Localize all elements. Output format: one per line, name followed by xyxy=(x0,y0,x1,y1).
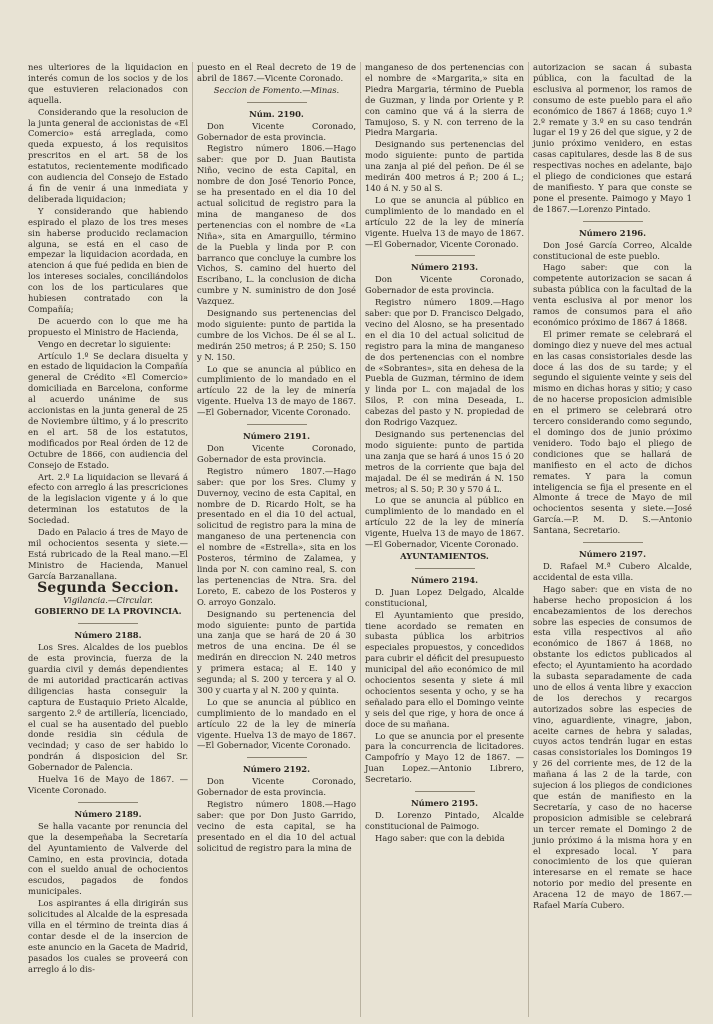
section-heading: Número 2196. xyxy=(578,227,647,238)
paragraph: Lo que se anuncia al público en cumplimiento de lo mandado en el artículo 22 de la ley de minería vigente. Huelva 13 de mayo de 1867.—El Gobernador, Vicente Coronado. xyxy=(365,194,524,249)
section-title: Segunda Seccion. xyxy=(37,579,179,596)
paragraph: Don Vicente Coronado, Gobernador de esta provincia. xyxy=(197,120,356,142)
paragraph: Don Vicente Coronado, Gobernador de esta provincia. xyxy=(197,443,356,464)
column-3 xyxy=(360,62,528,1017)
section-heading: GOBIERNO DE LA PROVINCIA. xyxy=(34,606,182,617)
section-heading: Núm. 2190. xyxy=(249,108,304,119)
section-heading: Número 2195. xyxy=(410,798,479,809)
paragraph: Hago saber: que con la debida xyxy=(375,832,505,843)
paragraph: D. Rafael M.ª Cubero Alcalde, accidental de esta villa. xyxy=(533,560,692,582)
column-2 xyxy=(192,62,360,1017)
paragraph: Hago saber: que en vista de no haberse hecho proposicion á los encabezamientos de los derechos sobre las especies de consumos de esta villa respectivos al año económico de 1867 á 1868, no obstante los edictos publicados al efecto; el Ayuntamiento ha acordado la subasta separadamente de cada uno de ellos á venta libre y exaccion de los derechos y recargos autorizados sobre las especies de vino, aguardiente, vinagre, jabon, aceite carnes de hebra y saladas, cuyos actos tendrán lugar en estas casas consistoriales los Domingos 19 y 26 del corriente mes, de 12 de la mañana á las 2 de la tarde, con sujecion á los pliegos de condiciones que están de manifiesto en la Secretaría, y caso de no hacerse proposicion admisible se celebrará un tercer remate el Domingo 2 de junio próximo á la misma hora y en el expresado local. Y para conocimiento de los que quieran interesarse en el remate se hace notorio por medio del presente en Aracena 12 de mayo de 1867.—Rafael María Cubero. xyxy=(533,583,692,911)
section-heading: Número 2197. xyxy=(578,549,647,560)
paragraph: Designando sus pertenencias del modo siguiente: punto de partida una zanja al pié del peñon. De él se medirán 400 metros á P.; 200 á L.; 140 á N. y 50 al S. xyxy=(365,139,524,193)
divider xyxy=(415,568,475,569)
column-4 xyxy=(528,62,696,1017)
divider xyxy=(247,102,307,103)
section-heading: Número 2194. xyxy=(410,574,479,585)
paragraph: Y considerando que habiendo espirado el plazo de los tres meses sin haberse producido reclamacion alguna, se está en el caso de empezar la liquidacion acordada, en atencion á que fué pedida en bien de los intereses sociales, conciliándolos con los de los particulares que hubiesen contratado con la Compañía; xyxy=(28,205,188,314)
section-heading: Número 2189. xyxy=(74,808,142,819)
paragraph: Artículo 1.º Se declara disuelta y en estado de liquidacion la Compañía general de Crédito «El Comercio» domiciliada en Barcelona, conforme al acuerdo unánime de sus accionistas en la junta general de 25 de Noviembre último, y á lo prescrito en el art. 58 de los estatutos, modificados por Real órden de 12 de Octubre de 1866, con audiencia del Consejo de Estado. xyxy=(28,350,188,470)
column-1 xyxy=(24,62,192,1017)
paragraph: Los aspirantes á ella dirigirán sus solicitudes al Alcalde de la espresada villa en el término de treinta dias á contar desde el de la insercion de este anuncio en la Gaceta de Madrid, pasados los cuales se proveerá con arreglo á lo dis- xyxy=(28,898,188,974)
paragraph: Art. 2.º La liquidacion se llevará á efecto con arreglo á las prescriciones de la legislacion vigente y á lo que determinan los estatutos de la Sociedad. xyxy=(28,471,188,526)
divider xyxy=(415,791,475,792)
paragraph: D. Lorenzo Pintado, Alcalde constitucional de Paimogo. xyxy=(365,810,524,831)
section-heading: Número 2193. xyxy=(410,262,479,273)
paragraph: Los Sres. Alcaldes de los pueblos de esta provincia, fuerza de la guardia civil y demás dependientes de mi autoridad practicarán activas diligencias hasta conseguir la captura de Eustaquio Prieto Alcalde, sargento 2.º de artillería, licenciado, el cual se ha ausentado del pueblo donde residia sin cédula de vecindad; y caso de ser habido lo pondrán á disposicion del Sr. Gobernador de Palencia. xyxy=(28,642,188,773)
divider xyxy=(415,255,475,256)
section-heading: Número 2188. xyxy=(74,630,142,641)
paragraph: Dado en Palacio á tres de Mayo de mil ochocientos sesenta y siete.—Está rubricado de la Real mano.—El Ministro de Hacienda, Manuel García Barzanallana. xyxy=(28,527,188,581)
paragraph: manganeso de dos pertenencias con el nombre de «Margarita,» sita en Piedra Margaria, término de Puebla de Guzman, y linda por Oriente y P. con camino que vá á la sierra de Tamujoso, S. y N. con terreno de la Piedra Margaria. xyxy=(365,62,524,138)
divider xyxy=(247,424,307,425)
paragraph: Designando sus pertenencias del modo siguiente: punto de partida una zanja que se hará á unos 15 ó 20 metros de la corriente que baja del majadal. De él se medirán á N. 150 metros; al S. 50; P. 30 y 570 á L. xyxy=(365,429,524,494)
section-heading: Número 2191. xyxy=(242,431,311,442)
paragraph: Don Vicente Coronado, Gobernador de esta provincia. xyxy=(365,274,524,296)
paragraph: Huelva 16 de Mayo de 1867. —Vicente Coronado. xyxy=(28,774,188,795)
paragraph: D. Juan Lopez Delgado, Alcalde constitucional, xyxy=(365,586,524,608)
paragraph: puesto en el Real decreto de 19 de abril de 1867.—Vicente Coronado. xyxy=(197,62,356,83)
section-heading: AYUNTAMIENTOS. xyxy=(400,550,489,561)
divider xyxy=(583,221,643,222)
paragraph: Registro número 1806.—Hago saber: que por D. Juan Bautista Niño, vecino de esta Capital, en nombre de don José Tenorio Ponce, se ha presentado en el dia 10 del actual solicitud de registro para la mina de manganeso de dos pertenencias con el nombre de «La Niña», sita en Amarguillo, término de la Puebla y linda por P. con barranco que concluye la cumbre los Vichos, S. camino del huerto del Escribano, L. la conclusion de dicha cumbre y N. suministro de don José Vazquez. xyxy=(197,143,356,307)
paragraph: Registro número 1808.—Hago saber: que por Don Justo Garrido, vecino de esta capital, se ha presentado en el dia 10 del actual solicitud de registro para la mina de xyxy=(197,799,356,853)
paragraph: Registro número 1807.—Hago saber: que por los Sres. Clumy y Duvernoy, vecino de esta Capital, en nombre de D. Ricardo Holt, se ha presentado en el dia 10 del actual, solicitud de registro para la mina de manganeso de una pertenencia con el nombre de «Estrella», sita en los Posteros, término de Zalamea, y linda por N. con camino real, S. con las pertenencias de Ntra. Sra. del Loreto, E. cabezo de los Posteros y O. arroyo Gonzalo. xyxy=(197,465,356,607)
divider xyxy=(583,542,643,543)
paragraph: De acuerdo con lo que me ha propuesto el Ministro de Hacienda, xyxy=(28,315,188,337)
divider xyxy=(78,802,138,803)
paragraph: Se halla vacante por renuncia del que la desempeñaba la Secretaría del Ayuntamiento de Valverde del Camino, en esta provincia, dotada con el sueldo anual de ochocientos escudos, pagados de fondos municipales. xyxy=(28,820,188,897)
paragraph: El Ayuntamiento que presido, tiene acordado se rematen en subasta pública los arbitrios especiales propuestos, y concedidos para cubrir el déficit del presupuesto municipal del año económico de mil ochocientos sesenta y siete á mil ochocientos sesenta y ocho, y se ha señalado para ello el Domingo veinte y seis del que rige, y hora de once á doce de su mañana. xyxy=(365,609,524,729)
section-heading: Número 2192. xyxy=(242,764,311,775)
paragraph: Lo que se anuncia al público en cumplimiento de lo mandado en el artículo 22 de la ley de minería vigente. Huelva 13 de mayo de 1867.—El Gobernador, Vicente Coronado. xyxy=(197,363,356,418)
paragraph: Lo que se anuncia al público en cumplimiento de lo mandado en el artículo 22 de la ley de minería vigente. Huelva 13 de mayo de 1867.—El Gobernador, Vicente Coronado. xyxy=(197,696,356,751)
divider xyxy=(247,757,307,758)
subheading: Seccion de Fomento.—Minas. xyxy=(213,84,340,95)
paragraph: nes ulteriores de la liquidacion en interés comun de los socios y de los que estuvieren relacionados con aquella. xyxy=(28,62,188,105)
divider xyxy=(78,623,138,624)
paragraph: El primer remate se celebrará el domingo diez y nueve del mes actual en las casas consistoriales desde las doce á las dos de su tarde; y el segundo el siguiente veinte y seis del mismo en dichas horas y sitio; y caso de no hacerse proposicion admisible en el primero se celebrará otro tercero considerando como segundo, el domingo dos de junio próximo venidero. Todo bajo el pliego de condiciones que se hallará de manifiesto en el acto de dichos remates. Y para la comun inteligencia se fija el presente en el Almonte á trece de Mayo de mil ochocientos sesenta y siete.—José García.—P. M. D. S.—Antonio Santana, Secretario. xyxy=(533,328,692,536)
paragraph: Vengo en decretar lo siguiente: xyxy=(38,338,171,349)
subheading: Vigilancia.—Circular. xyxy=(63,594,153,605)
paragraph: Don José García Correo, Alcalde constitucional de este pueblo. xyxy=(533,239,692,261)
paragraph: Don Vicente Coronado, Gobernador de esta provincia. xyxy=(197,776,356,798)
paragraph: Registro número 1809.—Hago saber: que por D. Francisco Delgado, vecino del Alosno, se ha presentado en el dia 10 del actual solicitud de registro para la mina de manganeso de dos pertenencias con el nombre de «Sobrantes», sita en dehesa de la Puebla de Guzman, término de idem y linda por L. con majadal de los Silos, P. con mina Deseada, L. cabezas del pasto y N. propiedad de don Rodrigo Vazquez. xyxy=(365,297,524,428)
paragraph: Designando su pertenencia del modo siguiente: punto de partida una zanja que se hará de 20 á 30 metros de una encina. De él se medirán en direccion N. 240 metros y primera estaca; al E. 140 y segunda; al S. 200 y tercera y al O. 300 y cuarta y al N. 200 y quinta. xyxy=(197,608,356,695)
paragraph: Designando sus pertenencias del modo siguiente: punto de partida la cumbre de los Vichos. De él se al L. medirán 250 metros; á P. 250; S. 150 y N. 150. xyxy=(197,308,356,362)
paragraph: Lo que se anuncia al público en cumplimiento de lo mandado en el artículo 22 de la ley de minería vigente, Huelva 13 de mayo de 1867.—El Gobernador, Vicente Coronado. xyxy=(365,495,524,550)
paragraph: autorizacion se sacan á subasta pública, con la facultad de la esclusiva al pormenor, los ramos de consumo de este pueblo para el año económico de 1867 á 1868; cuyo 1.º 2.º remate y 3.º en su caso tendrán lugar el 19 y 26 del que sigue, y 2 de junio próximo venidero, en estas casas capitulares, desde las 8 de sus respectivas noches en adelante, bajo el pliego de condiciones que estará de manifiesto. Y para que conste se pone el presente. Paimogo y Mayo 1 de 1867.—Lorenzo Pintado. xyxy=(533,62,692,214)
paragraph: Hago saber: que con la competente autorizacion se sacan á subasta pública con la facultad de la venta esclusiva al por menor los ramos de consumos para el año económico próximo de 1867 á 1868. xyxy=(533,262,692,327)
paragraph: Considerando que la resolucion de la junta general de accionistas de «El Comercio» está arreglada, como queda expuesto, á los requisitos prescritos en el art. 58 de los estatutos, recientemente modificado con audiencia del Consejo de Estado á fin de venir á una inmediata y deliberada liquidacion; xyxy=(28,106,188,204)
paragraph: Lo que se anuncia por el presente para la concurrencia de licitadores. Campofrío y Mayo 12 de 1867. —Juan Lopez.—Antonio Librero, Secretario. xyxy=(365,730,524,785)
